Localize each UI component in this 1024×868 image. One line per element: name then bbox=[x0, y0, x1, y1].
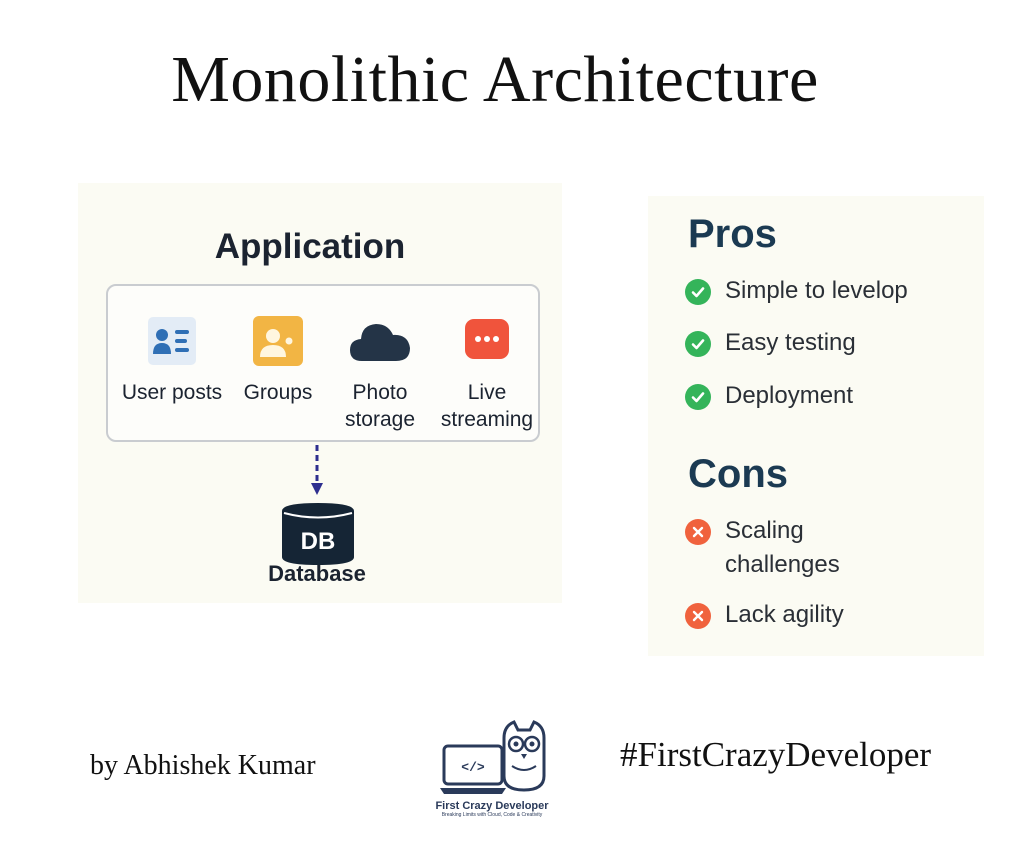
architecture-diagram bbox=[78, 183, 562, 603]
module-label: Live streaming bbox=[440, 381, 534, 431]
pros-item bbox=[685, 383, 853, 413]
logo-name: First Crazy Developer bbox=[435, 800, 549, 812]
module-user-posts bbox=[114, 286, 230, 444]
x-circle-icon bbox=[685, 519, 711, 545]
pros-item bbox=[685, 278, 908, 308]
svg-text:</>: </> bbox=[461, 760, 485, 775]
pros-item-label: Deployment bbox=[725, 382, 854, 409]
hashtag: #FirstCrazyDeveloper bbox=[620, 735, 932, 774]
application-box bbox=[106, 284, 540, 442]
cons-item-label: Scaling challenges bbox=[725, 517, 840, 578]
author-byline: by Abhishek Kumar bbox=[90, 750, 316, 781]
module-photo-storage bbox=[330, 286, 430, 444]
application-label: Application bbox=[214, 227, 406, 266]
cons-item-label: Lack agility bbox=[725, 601, 844, 628]
pros-heading: Pros bbox=[688, 212, 777, 256]
group-icon bbox=[252, 315, 304, 372]
cons-item bbox=[685, 518, 840, 582]
module-groups bbox=[232, 286, 324, 444]
module-label: User posts bbox=[121, 381, 223, 404]
pros-item bbox=[685, 330, 856, 360]
cons-heading: Cons bbox=[688, 452, 788, 496]
pros-item-label: Easy testing bbox=[725, 329, 856, 356]
module-label: Photo storage bbox=[344, 381, 416, 431]
pros-cons-panel bbox=[648, 196, 984, 656]
page-title: Monolithic Architecture bbox=[171, 43, 819, 116]
check-circle-icon bbox=[685, 279, 711, 305]
db-icon-text: DB bbox=[300, 528, 336, 555]
module-label: Groups bbox=[243, 381, 313, 404]
database-label: Database bbox=[268, 561, 366, 586]
logo-tagline: Breaking Limits with Cloud, Code & Creativity bbox=[441, 812, 543, 818]
x-circle-icon bbox=[685, 603, 711, 629]
check-circle-icon bbox=[685, 331, 711, 357]
module-live-streaming bbox=[434, 286, 540, 444]
cons-item bbox=[685, 602, 844, 632]
dashed-arrow-icon bbox=[310, 443, 324, 502]
cloud-icon bbox=[348, 315, 412, 372]
user-profile-icon bbox=[146, 315, 198, 372]
pros-item-label: Simple to levelop bbox=[725, 277, 908, 304]
chat-bubble-icon bbox=[463, 315, 511, 368]
check-circle-icon bbox=[685, 384, 711, 410]
